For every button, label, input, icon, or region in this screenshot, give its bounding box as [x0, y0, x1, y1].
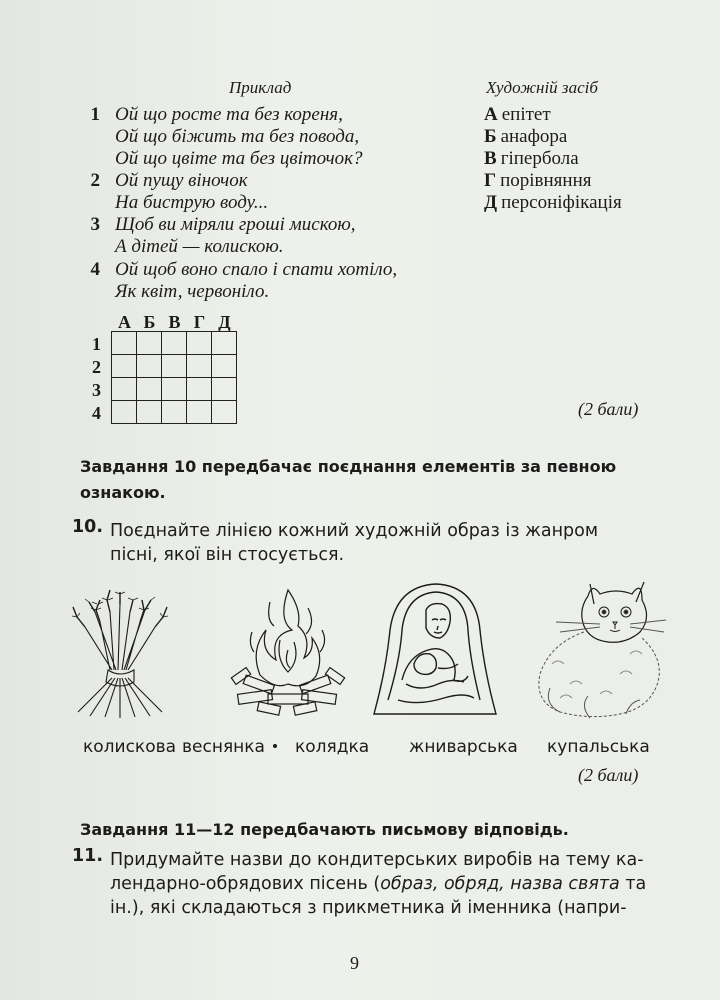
- madonna-with-child-icon[interactable]: [368, 580, 503, 720]
- task10-points: (2 бали): [578, 765, 639, 785]
- grid-cell[interactable]: [137, 378, 162, 401]
- device-b-text: анафора: [500, 126, 568, 147]
- example-1-number: 1: [90, 104, 100, 125]
- example-4-line-1: Ой щоб воно спало і спати хотіло,: [115, 259, 398, 280]
- example-1-line-1: Ой що росте та без кореня,: [115, 104, 343, 125]
- task11-intro: Завдання 11—12 передбачають письмову відповідь.: [80, 820, 569, 839]
- grid-cell[interactable]: [112, 401, 137, 424]
- task11-line-3: ін.), які складаються з прикметника й іменника (напри-: [110, 898, 627, 918]
- grid-cell[interactable]: [212, 355, 237, 378]
- grid-row-4: 4: [92, 403, 101, 423]
- example-3-number: 3: [90, 214, 100, 235]
- genre-kupala-song[interactable]: купальська: [547, 737, 650, 757]
- task9-points: (2 бали): [578, 399, 639, 419]
- device-b-letter: Б: [484, 126, 497, 147]
- device-v: [484, 148, 579, 170]
- grid-cell[interactable]: [162, 401, 187, 424]
- page-number: 9: [350, 953, 359, 973]
- device-d-text: персоніфікація: [501, 192, 622, 213]
- task10-intro-line-1: Завдання 10 передбачає поєднання елементів за певною: [80, 457, 617, 476]
- task10-line-2: пісні, якої він стосується.: [110, 545, 345, 565]
- example-1-line-2: Ой що біжить та без повода,: [115, 126, 360, 147]
- stray-dot: [273, 744, 277, 748]
- grid-col-v: В: [168, 312, 181, 332]
- grid-cell[interactable]: [137, 355, 162, 378]
- genre-carol[interactable]: колядка: [295, 737, 370, 757]
- genre-spring-song[interactable]: веснянка: [182, 737, 265, 757]
- grid-cell[interactable]: [187, 378, 212, 401]
- task11-line-1: Придумайте назви до кондитерських виробів на тему ка-: [110, 850, 644, 870]
- grid-cell[interactable]: [112, 332, 137, 355]
- example-header: Приклад: [229, 78, 292, 97]
- answer-grid: [111, 331, 237, 424]
- example-3-line-2: А дітей — колискою.: [115, 236, 284, 257]
- grid-cell[interactable]: [212, 401, 237, 424]
- grid-row-2: 2: [92, 357, 101, 377]
- grid-cell[interactable]: [162, 332, 187, 355]
- example-1-line-3: Ой що цвіте та без цвіточок?: [115, 148, 363, 169]
- wheat-sheaf-icon[interactable]: [60, 582, 180, 722]
- example-4-line-2: Як квіт, червоніло.: [115, 281, 270, 302]
- device-v-text: гіпербола: [500, 148, 579, 169]
- task10-number: 10.: [72, 517, 104, 537]
- bonfire-icon[interactable]: [230, 580, 345, 720]
- task11-line-2-end: та: [619, 874, 647, 894]
- grid-col-a: А: [118, 312, 131, 332]
- grid-cell[interactable]: [137, 401, 162, 424]
- grid-cell[interactable]: [137, 332, 162, 355]
- grid-cell[interactable]: [162, 378, 187, 401]
- task10-intro-line-2: ознакою.: [80, 483, 166, 502]
- grid-cell[interactable]: [162, 355, 187, 378]
- device-h: [484, 170, 592, 192]
- genre-lullaby[interactable]: колискова: [83, 737, 177, 757]
- grid-cell[interactable]: [212, 332, 237, 355]
- task11-line-2-start: лендарно-обрядових пісень (: [110, 874, 381, 894]
- example-3-line-1: Щоб ви міряли гроші мискою,: [115, 214, 356, 235]
- device-d: [484, 192, 622, 214]
- device-d-letter: Д: [484, 192, 498, 213]
- cat-icon[interactable]: [530, 574, 670, 724]
- device-header: Художній засіб: [486, 78, 598, 97]
- grid-row-1: 1: [92, 334, 101, 354]
- device-h-letter: Г: [484, 170, 497, 191]
- grid-col-h: Г: [193, 312, 206, 332]
- device-h-text: порівняння: [500, 170, 592, 191]
- device-v-letter: В: [484, 148, 497, 169]
- grid-col-d: Д: [218, 312, 231, 332]
- task10-line-1: Поєднайте лінією кожний художній образ із жанром: [110, 521, 599, 541]
- device-a-letter: А: [484, 104, 498, 125]
- example-2-number: 2: [90, 170, 100, 191]
- task11-line-2-italic: образ, обряд, назва свята: [380, 874, 620, 894]
- grid-row-3: 3: [92, 380, 101, 400]
- grid-cell[interactable]: [112, 355, 137, 378]
- device-a: [484, 104, 551, 126]
- example-4-number: 4: [90, 259, 100, 280]
- example-2-line-2: На биструю воду...: [115, 192, 269, 213]
- task11-number: 11.: [72, 846, 104, 866]
- grid-cell[interactable]: [112, 378, 137, 401]
- grid-cell[interactable]: [187, 332, 212, 355]
- example-2-line-1: Ой пущу віночок: [115, 170, 248, 191]
- device-b: [484, 126, 567, 148]
- grid-cell[interactable]: [212, 378, 237, 401]
- device-a-text: епітет: [501, 104, 551, 125]
- grid-col-b: Б: [143, 312, 156, 332]
- grid-cell[interactable]: [187, 401, 212, 424]
- grid-cell[interactable]: [187, 355, 212, 378]
- genre-harvest-song[interactable]: жниварська: [409, 737, 518, 757]
